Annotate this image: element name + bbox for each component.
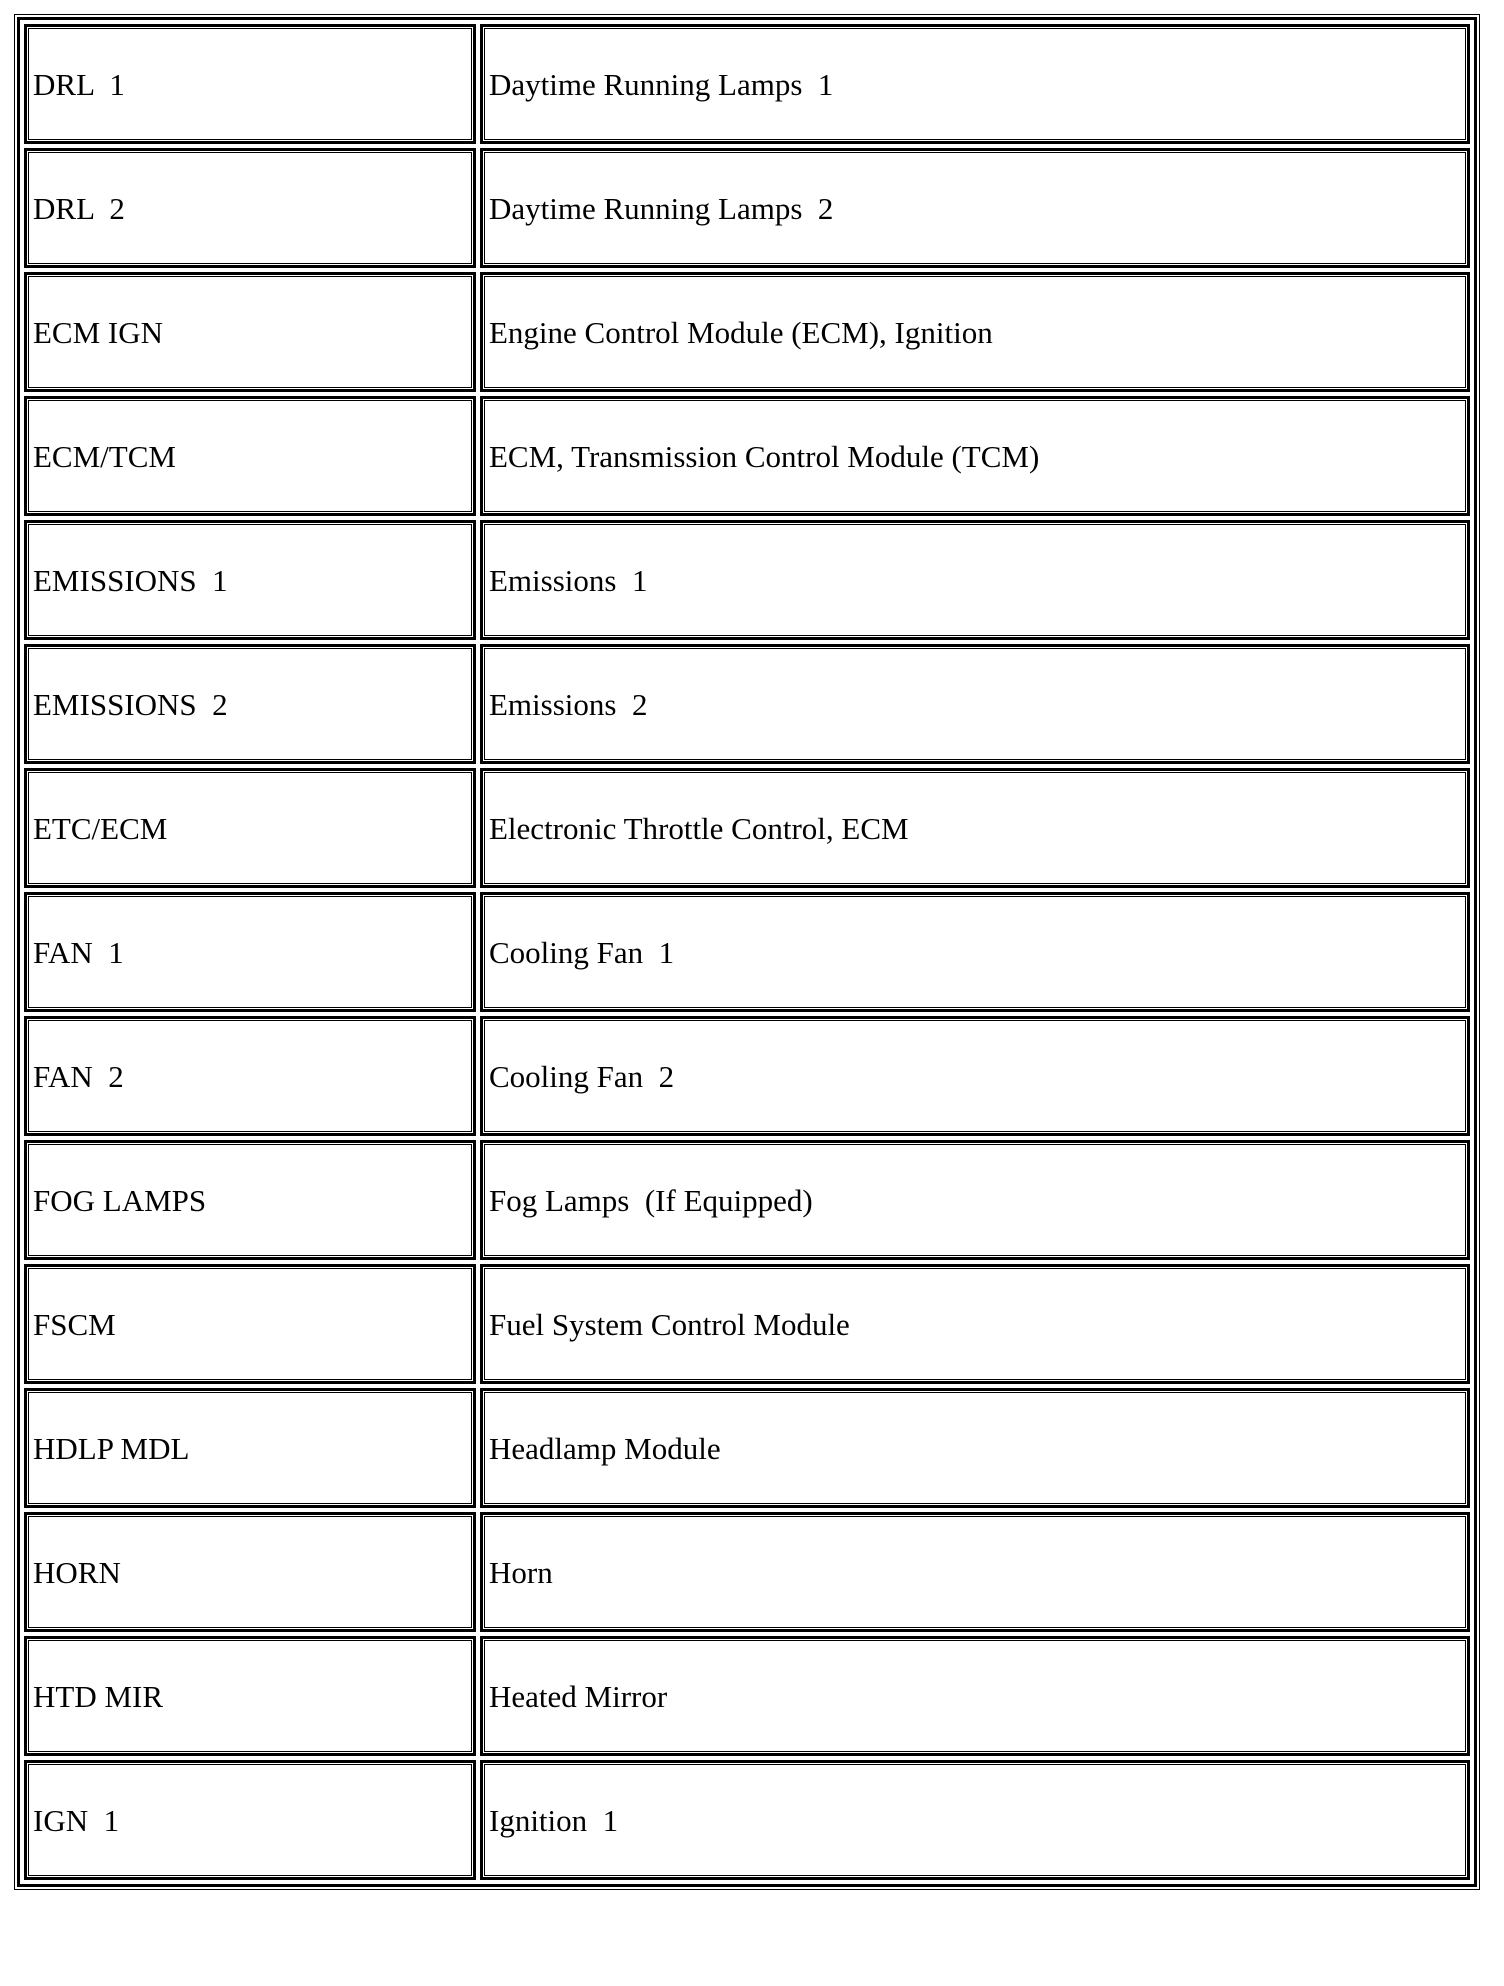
table-row [24,396,1470,516]
table-row [24,520,1470,640]
fuse-code-cell: DRL 1 [24,24,476,144]
table-row [24,272,1470,392]
fuse-code-cell: DRL 2 [24,148,476,268]
fuse-code-cell: FOG LAMPS [24,1140,476,1260]
fuse-code-cell: ETC/ECM [24,768,476,888]
table-row [24,148,1470,268]
fuse-description-cell: Headlamp Module [480,1388,1470,1508]
fuse-description-cell: Fog Lamps (If Equipped) [480,1140,1470,1260]
fuse-legend-table [17,17,1477,1887]
fuse-code-cell: EMISSIONS 1 [24,520,476,640]
table-row [24,644,1470,764]
fuse-code-cell: HORN [24,1512,476,1632]
fuse-description-cell: Ignition 1 [480,1760,1470,1880]
fuse-code-cell: EMISSIONS 2 [24,644,476,764]
fuse-description-cell: Cooling Fan 2 [480,1016,1470,1136]
table-row [24,1636,1470,1756]
table-row [24,1016,1470,1136]
fuse-description-cell: Heated Mirror [480,1636,1470,1756]
fuse-description-cell: ECM, Transmission Control Module (TCM) [480,396,1470,516]
fuse-code-cell: FSCM [24,1264,476,1384]
fuse-description-cell: Horn [480,1512,1470,1632]
fuse-code-cell: ECM IGN [24,272,476,392]
fuse-description-cell: Daytime Running Lamps 2 [480,148,1470,268]
table-row [24,1512,1470,1632]
fuse-description-cell: Cooling Fan 1 [480,892,1470,1012]
table-row [24,1264,1470,1384]
fuse-code-cell: FAN 2 [24,1016,476,1136]
fuse-code-cell: FAN 1 [24,892,476,1012]
table-row [24,1140,1470,1260]
fuse-code-cell: ECM/TCM [24,396,476,516]
fuse-description-cell: Daytime Running Lamps 1 [480,24,1470,144]
fuse-code-cell: IGN 1 [24,1760,476,1880]
fuse-code-cell: HDLP MDL [24,1388,476,1508]
table-row [24,1388,1470,1508]
fuse-description-cell: Emissions 1 [480,520,1470,640]
fuse-description-cell: Fuel System Control Module [480,1264,1470,1384]
table-row [24,1760,1470,1880]
table-row [24,24,1470,144]
fuse-code-cell: HTD MIR [24,1636,476,1756]
fuse-legend-body [24,24,1470,1880]
table-row [24,768,1470,888]
table-row [24,892,1470,1012]
fuse-description-cell: Engine Control Module (ECM), Ignition [480,272,1470,392]
fuse-description-cell: Emissions 2 [480,644,1470,764]
fuse-description-cell: Electronic Throttle Control, ECM [480,768,1470,888]
